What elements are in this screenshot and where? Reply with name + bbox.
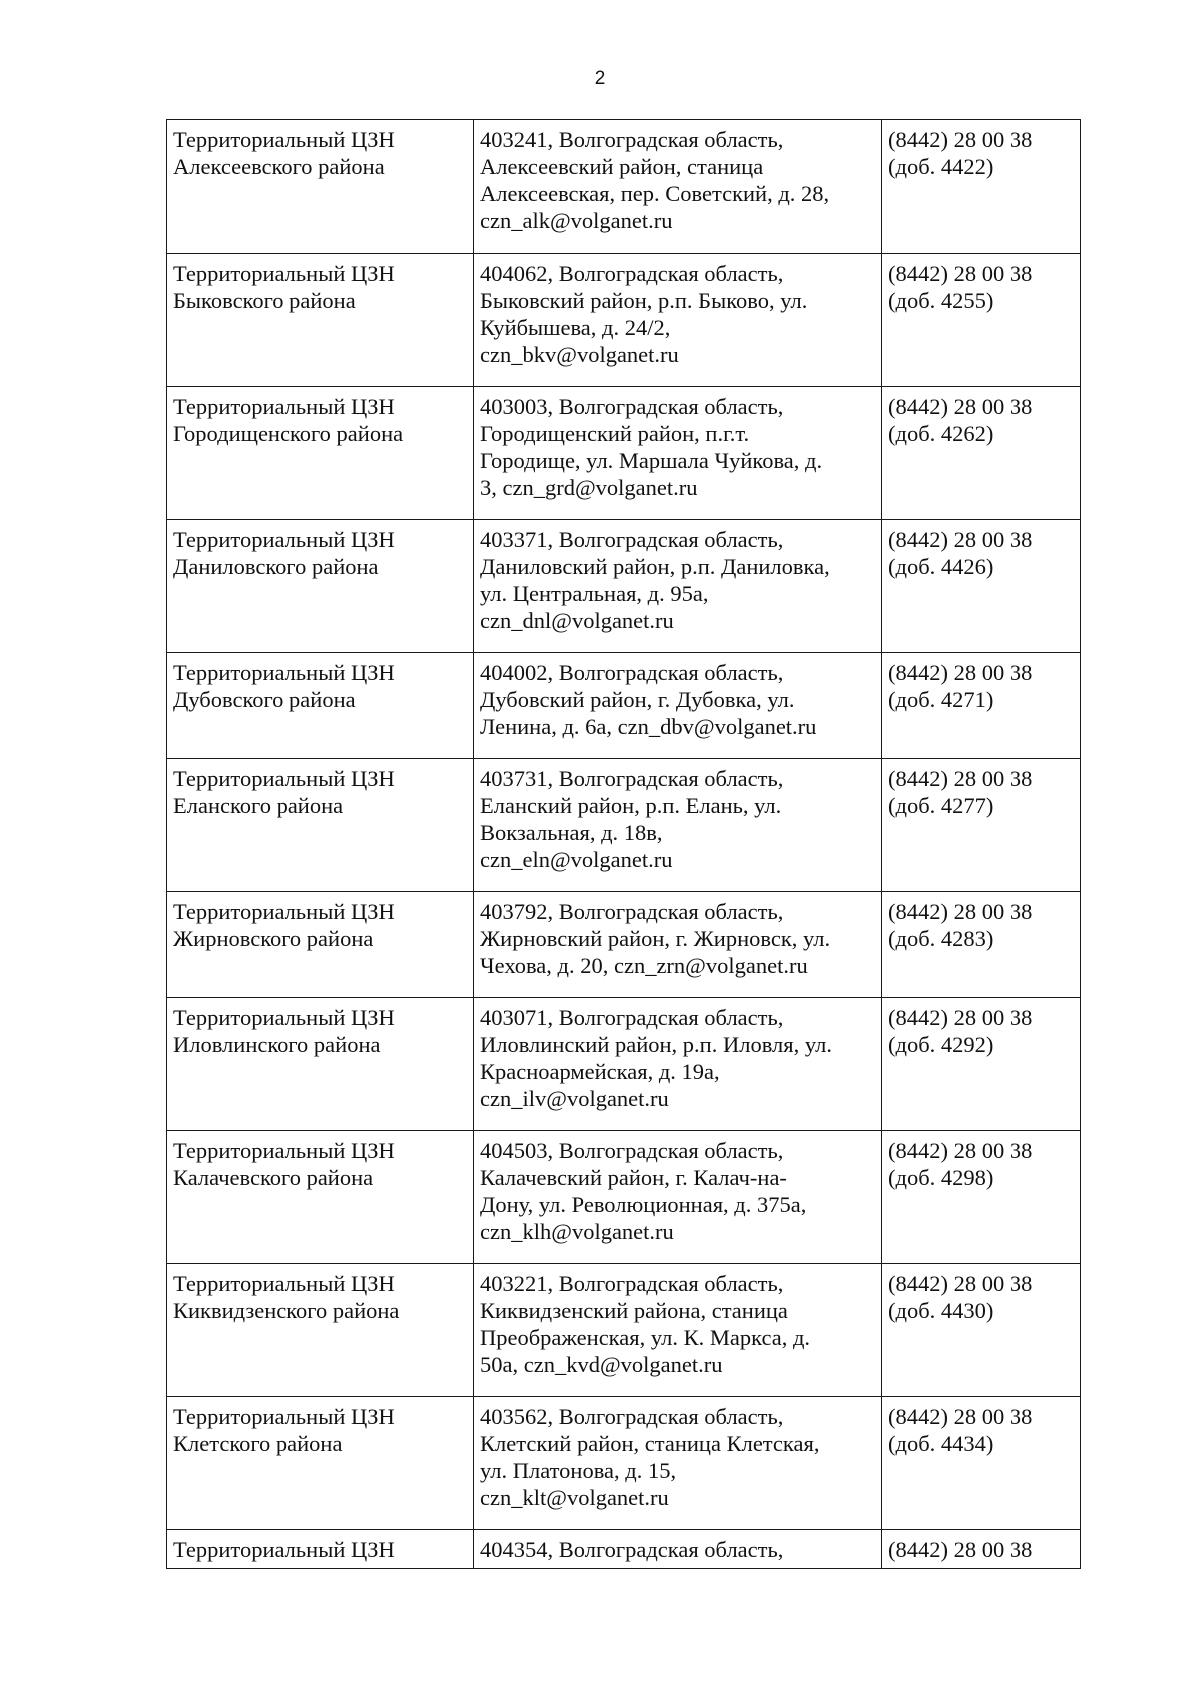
center-name-cell: Территориальный ЦЗН Быковского района — [167, 254, 474, 387]
table-row — [167, 120, 1081, 254]
phone-cell: (8442) 28 00 38 (доб. 4426) — [882, 520, 1081, 653]
table-row — [167, 998, 1081, 1131]
phone-cell: (8442) 28 00 38 (доб. 4277) — [882, 759, 1081, 892]
table-row — [167, 1530, 1081, 1569]
address-cell: 403071, Волгоградская область, Иловлинский район, р.п. Иловля, ул. Красноармейская, д. 19а, czn_ilv@volganet.ru — [474, 998, 882, 1131]
center-name-cell: Территориальный ЦЗН Иловлинского района — [167, 998, 474, 1131]
address-cell: 404354, Волгоградская область, — [474, 1530, 882, 1569]
page-number: 2 — [594, 68, 606, 89]
center-name-cell: Территориальный ЦЗН Дубовского района — [167, 653, 474, 759]
center-name-cell: Территориальный ЦЗН — [167, 1530, 474, 1569]
center-name-cell: Территориальный ЦЗН Жирновского района — [167, 892, 474, 998]
phone-cell: (8442) 28 00 38 (доб. 4255) — [882, 254, 1081, 387]
table-row — [167, 520, 1081, 653]
address-cell: 403003, Волгоградская область, Городищенский район, п.г.т. Городище, ул. Маршала Чуйкова, д. 3, czn_grd@volganet.ru — [474, 387, 882, 520]
address-cell: 403792, Волгоградская область, Жирновский район, г. Жирновск, ул. Чехова, д. 20, czn_zrn@volganet.ru — [474, 892, 882, 998]
phone-cell: (8442) 28 00 38 (доб. 4298) — [882, 1131, 1081, 1264]
address-cell: 404002, Волгоградская область, Дубовский район, г. Дубовка, ул. Ленина, д. 6а, czn_dbv@volganet.ru — [474, 653, 882, 759]
phone-cell: (8442) 28 00 38 (доб. 4422) — [882, 120, 1081, 254]
phone-cell: (8442) 28 00 38 (доб. 4283) — [882, 892, 1081, 998]
table-row — [167, 759, 1081, 892]
center-name-cell: Территориальный ЦЗН Киквидзенского района — [167, 1264, 474, 1397]
address-cell: 403731, Волгоградская область, Еланский район, р.п. Елань, ул. Вокзальная, д. 18в, czn_eln@volganet.ru — [474, 759, 882, 892]
phone-cell: (8442) 28 00 38 (доб. 4271) — [882, 653, 1081, 759]
address-cell: 404062, Волгоградская область, Быковский район, р.п. Быково, ул. Куйбышева, д. 24/2, czn_bkv@volganet.ru — [474, 254, 882, 387]
address-cell: 403221, Волгоградская область, Киквидзенский района, станица Преображенская, ул. К. Маркса, д. 50а, czn_kvd@volganet.ru — [474, 1264, 882, 1397]
center-name-cell: Территориальный ЦЗН Даниловского района — [167, 520, 474, 653]
center-name-cell: Территориальный ЦЗН Городищенского района — [167, 387, 474, 520]
table-row — [167, 387, 1081, 520]
table-row — [167, 254, 1081, 387]
table-row — [167, 653, 1081, 759]
phone-cell: (8442) 28 00 38 (доб. 4292) — [882, 998, 1081, 1131]
center-name-cell: Территориальный ЦЗН Еланского района — [167, 759, 474, 892]
contacts-table-body — [167, 120, 1081, 1569]
center-name-cell: Территориальный ЦЗН Калачевского района — [167, 1131, 474, 1264]
table-row — [167, 1131, 1081, 1264]
phone-cell: (8442) 28 00 38 (доб. 4430) — [882, 1264, 1081, 1397]
phone-cell: (8442) 28 00 38 (доб. 4262) — [882, 387, 1081, 520]
phone-cell: (8442) 28 00 38 — [882, 1530, 1081, 1569]
address-cell: 403562, Волгоградская область, Клетский район, станица Клетская, ул. Платонова, д. 15, czn_klt@volganet.ru — [474, 1397, 882, 1530]
address-cell: 403371, Волгоградская область, Даниловский район, р.п. Даниловка, ул. Центральная, д. 95а, czn_dnl@volganet.ru — [474, 520, 882, 653]
table-row — [167, 1397, 1081, 1530]
contacts-table — [166, 119, 1081, 1569]
table-row — [167, 892, 1081, 998]
phone-cell: (8442) 28 00 38 (доб. 4434) — [882, 1397, 1081, 1530]
address-cell: 403241, Волгоградская область, Алексеевский район, станица Алексеевская, пер. Советский, д. 28, czn_alk@volganet.ru — [474, 120, 882, 254]
center-name-cell: Территориальный ЦЗН Клетского района — [167, 1397, 474, 1530]
address-cell: 404503, Волгоградская область, Калачевский район, г. Калач-на- Дону, ул. Революционная, д. 375а, czn_klh@volganet.ru — [474, 1131, 882, 1264]
center-name-cell: Территориальный ЦЗН Алексеевского района — [167, 120, 474, 254]
table-row — [167, 1264, 1081, 1397]
